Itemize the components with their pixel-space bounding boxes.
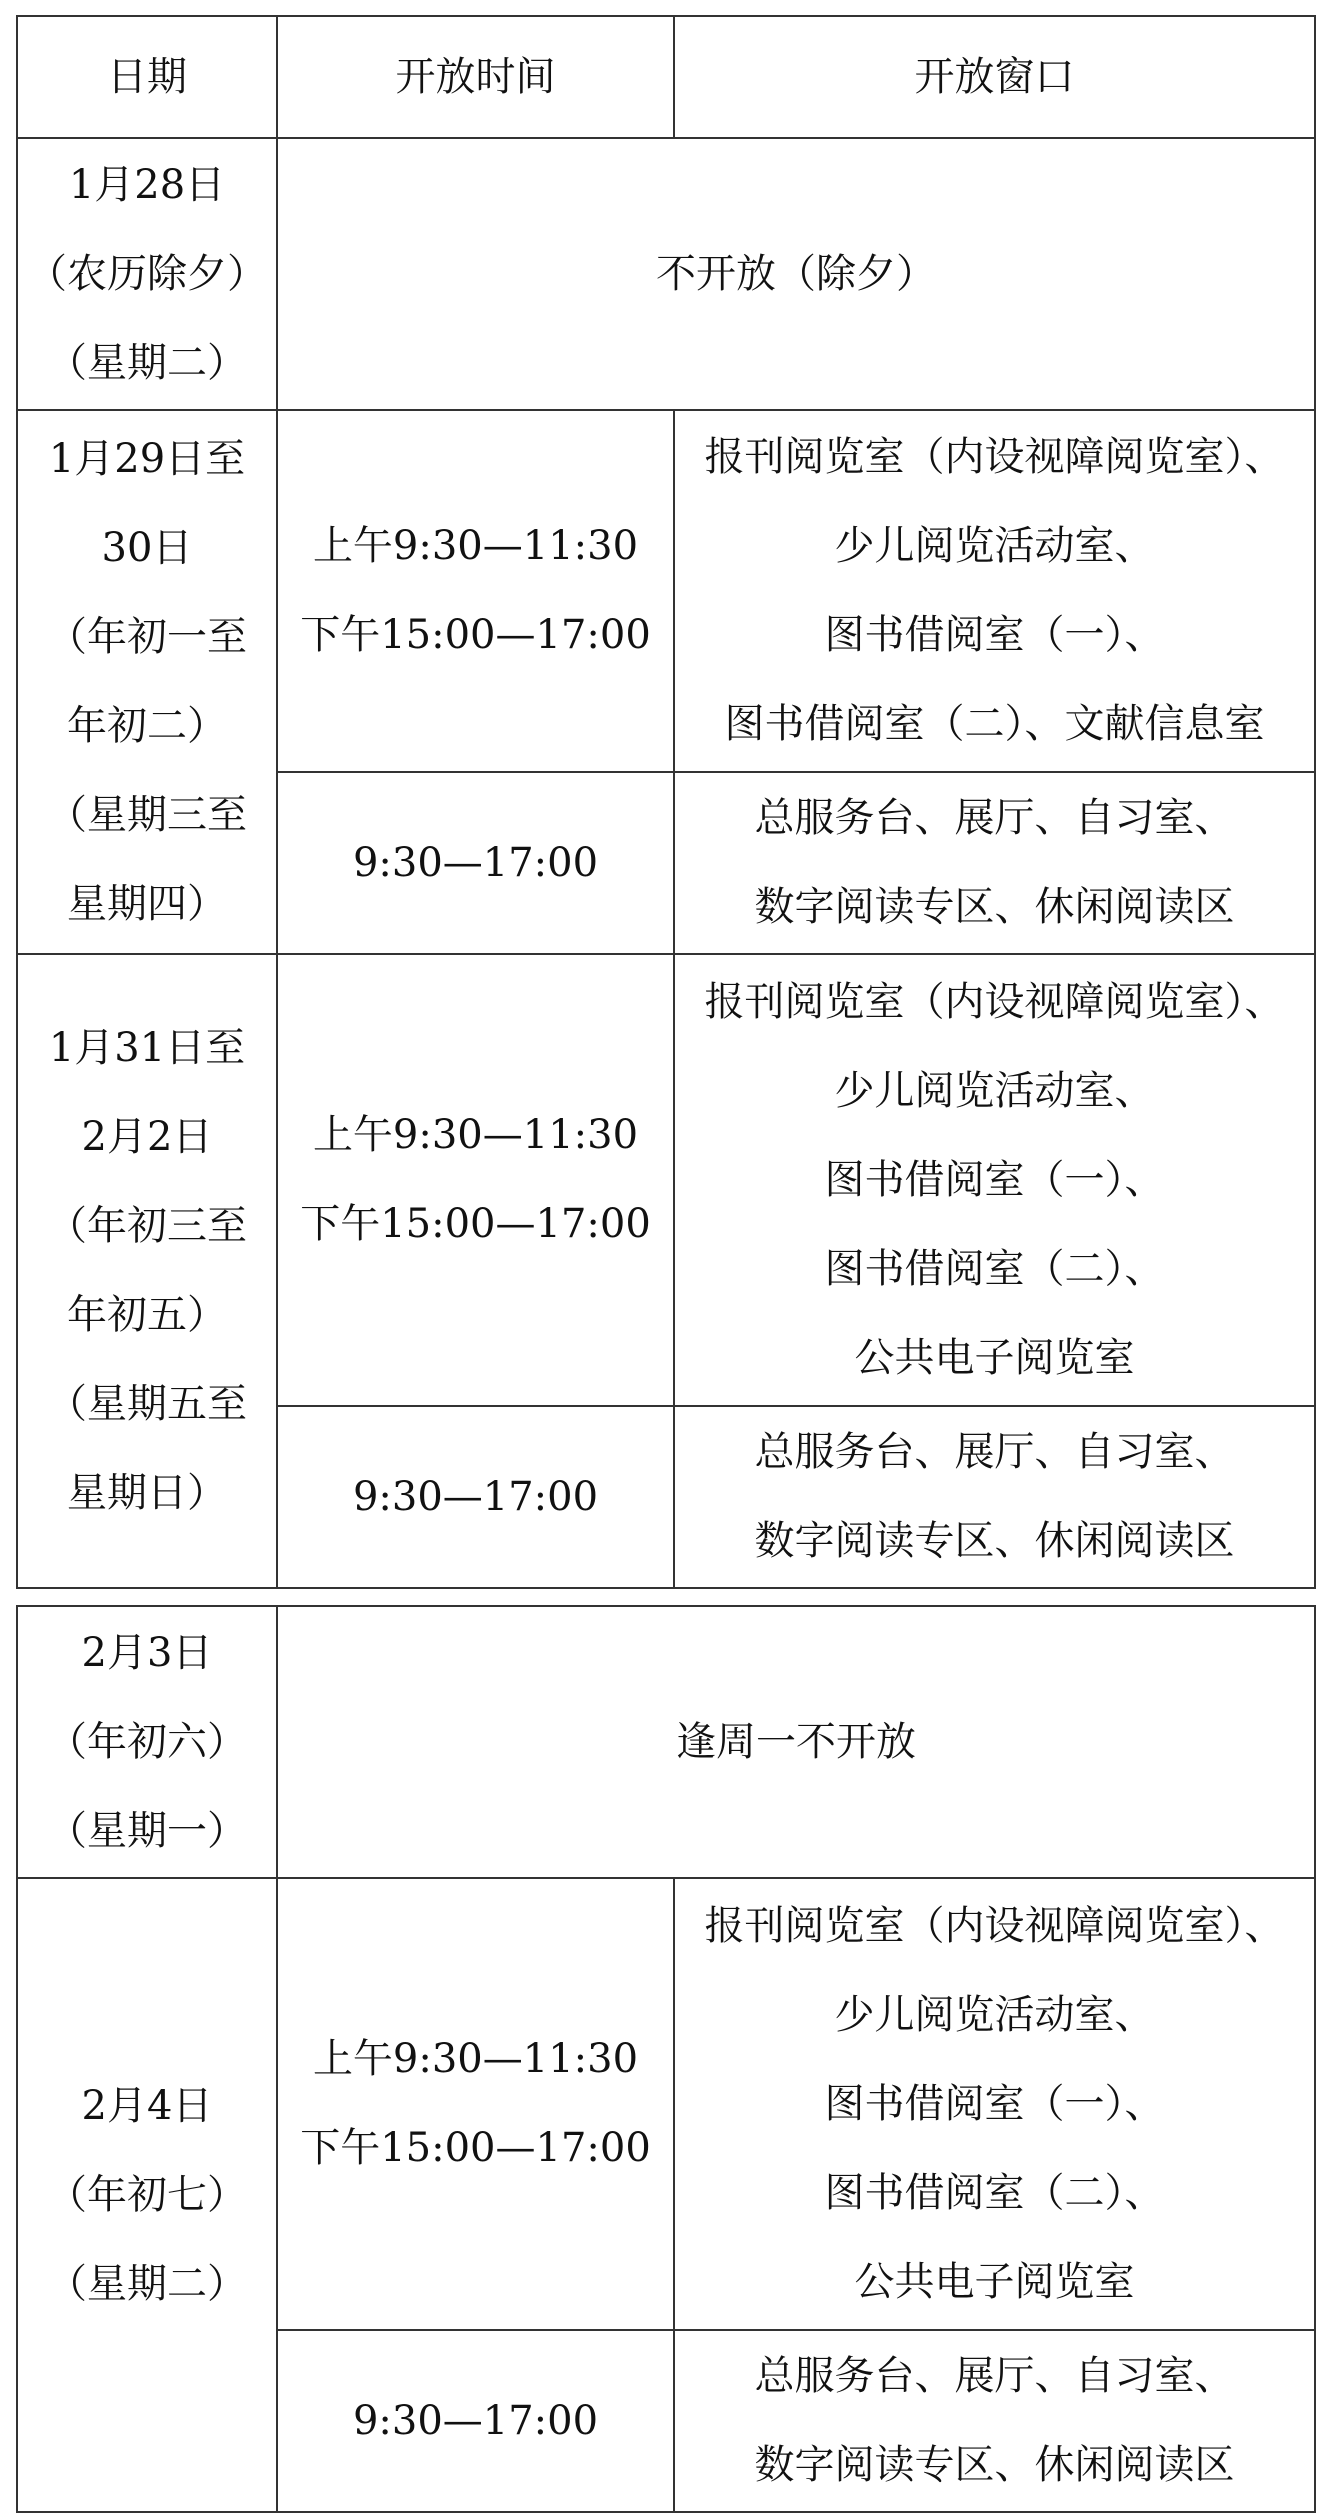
- date-line: （年初七）: [47, 2171, 247, 2218]
- header-row: [17, 16, 1315, 138]
- closed-cell: 逢周一不开放: [277, 1606, 1315, 1878]
- schedule-table-continued: [16, 1605, 1316, 2513]
- date-line: （星期二）: [47, 2260, 247, 2307]
- date-line: （年初三至: [47, 1203, 247, 1249]
- window-line: 数字阅读专区、休闲阅读区: [754, 884, 1235, 930]
- date-line: 1月29日至: [48, 436, 246, 482]
- table-row: [17, 1606, 1315, 1878]
- date-line: （年初六）: [47, 1718, 247, 1765]
- window-cell: [674, 1878, 1315, 2330]
- window-line: 总服务台、展厅、自习室、: [754, 1429, 1235, 1475]
- time-line: 下午15:00—17:00: [300, 2125, 651, 2171]
- date-line: （星期二）: [47, 339, 247, 386]
- date-cell: [17, 138, 277, 410]
- date-cell: [17, 954, 277, 1588]
- date-line: 年初五）: [67, 1292, 227, 1338]
- window-line: 报刊阅览室（内设视障阅览室）、: [704, 434, 1285, 480]
- date-line: （星期五至: [47, 1381, 247, 1427]
- date-line: 2月2日: [81, 1114, 213, 1160]
- schedule-table: [16, 15, 1316, 1589]
- header-time: 开放时间: [277, 16, 674, 138]
- window-line: 少儿阅览活动室、: [834, 1067, 1155, 1114]
- table-row: [17, 138, 1315, 410]
- date-line: 2月3日: [81, 1629, 213, 1676]
- time-line: 上午9:30—11:30: [312, 2036, 639, 2082]
- window-line: 公共电子阅览室: [854, 1334, 1135, 1381]
- time-line: 9:30—17:00: [352, 2397, 599, 2444]
- date-line: 星期四）: [67, 881, 227, 927]
- header-date: 日期: [17, 16, 277, 138]
- window-line: 报刊阅览室（内设视障阅览室）、: [704, 978, 1285, 1025]
- date-line: 1月31日至: [48, 1025, 246, 1071]
- date-line: （星期三至: [47, 792, 247, 838]
- window-cell: [674, 410, 1315, 772]
- window-line: 图书借阅室（一）、: [824, 2080, 1165, 2127]
- date-cell: [17, 410, 277, 954]
- table-row: [17, 410, 1315, 772]
- time-line: 9:30—17:00: [352, 1473, 599, 1520]
- window-line: 报刊阅览室（内设视障阅览室）、: [704, 1902, 1285, 1949]
- date-line: 30日: [101, 525, 193, 571]
- window-line: 图书借阅室（二）、: [824, 1245, 1165, 1292]
- closed-cell: 不开放（除夕）: [277, 138, 1315, 410]
- window-line: 总服务台、展厅、自习室、: [754, 2353, 1235, 2399]
- window-line: 公共电子阅览室: [854, 2258, 1135, 2305]
- window-cell: [674, 1406, 1315, 1588]
- time-line: 9:30—17:00: [352, 839, 599, 886]
- window-line: 少儿阅览活动室、: [834, 1991, 1155, 2038]
- window-cell: [674, 772, 1315, 954]
- window-cell: [674, 954, 1315, 1406]
- header-window: 开放窗口: [674, 16, 1315, 138]
- date-cell: [17, 1878, 277, 2512]
- time-cell: [277, 954, 674, 1406]
- date-line: （农历除夕）: [27, 250, 267, 297]
- table-row: [17, 1878, 1315, 2330]
- time-line: 上午9:30—11:30: [312, 523, 639, 569]
- date-line: （年初一至: [47, 614, 247, 660]
- window-line: 总服务台、展厅、自习室、: [754, 795, 1235, 841]
- window-line: 少儿阅览活动室、: [834, 523, 1155, 569]
- window-line: 数字阅读专区、休闲阅读区: [754, 1518, 1235, 1564]
- window-line: 图书借阅室（二）、文献信息室: [724, 701, 1265, 747]
- time-line: 上午9:30—11:30: [312, 1112, 639, 1158]
- time-cell: [277, 1406, 674, 1588]
- date-line: （星期一）: [47, 1807, 247, 1854]
- date-line: 2月4日: [81, 2082, 213, 2129]
- window-line: 图书借阅室（二）、: [824, 2169, 1165, 2216]
- time-cell: [277, 772, 674, 954]
- date-line: 年初二）: [67, 703, 227, 749]
- time-cell: [277, 410, 674, 772]
- window-line: 图书借阅室（一）、: [824, 1156, 1165, 1203]
- window-line: 数字阅读专区、休闲阅读区: [754, 2442, 1235, 2488]
- window-line: 图书借阅室（一）、: [824, 612, 1165, 658]
- window-cell: [674, 2330, 1315, 2512]
- time-line: 下午15:00—17:00: [300, 1201, 651, 1247]
- date-cell: [17, 1606, 277, 1878]
- date-line: 星期日）: [67, 1470, 227, 1516]
- time-cell: [277, 2330, 674, 2512]
- time-cell: [277, 1878, 674, 2330]
- table-row: [17, 954, 1315, 1406]
- time-line: 下午15:00—17:00: [300, 612, 651, 658]
- date-line: 1月28日: [68, 161, 226, 208]
